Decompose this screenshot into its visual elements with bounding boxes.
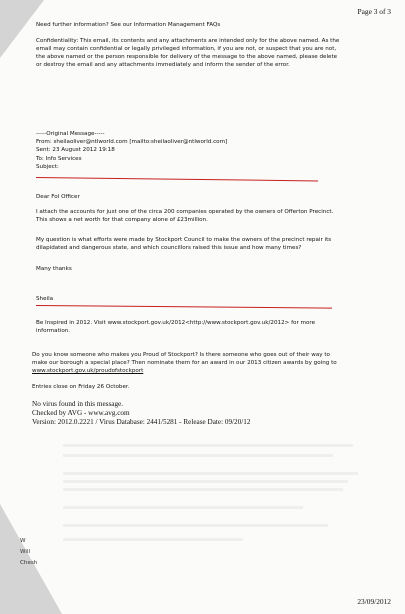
inspired-line: Be Inspired in 2012. Visit www.stockport.gov.uk/2012<http://www.stockport.gov.uk/2012> for more <box>36 320 316 326</box>
proud-link[interactable]: www.stockport.gov.uk/proudofstockport <box>32 368 144 374</box>
ghost-line <box>63 488 343 491</box>
original-message-label: -----Original Message----- <box>36 131 105 137</box>
virus-line: No virus found in this message. <box>32 400 124 408</box>
paragraph-line: dilapidated and dangerous state, and which councillors raised this issue and how many times? <box>36 245 302 251</box>
ghost-line <box>63 480 348 483</box>
to-line: To: Info Services <box>36 156 82 162</box>
folded-corner-bottom <box>0 504 62 614</box>
ghost-line <box>63 472 358 475</box>
ghost-line <box>63 454 333 457</box>
greeting: Dear FoI Officer <box>36 194 80 200</box>
faq-line: Need further information? See our Information Management FAQs <box>36 22 221 28</box>
ghost-line <box>63 506 303 509</box>
proud-line: Do you know someone who makes you Proud of Stockport? Is there someone who goes out of their way to <box>32 352 330 358</box>
confidentiality-line: or destroy the email and any attachments immediately and inform the sender of the error. <box>36 62 290 68</box>
ghost-line <box>63 538 243 541</box>
edge-fragment: W <box>20 538 26 544</box>
edge-fragment: Will <box>20 549 31 555</box>
paragraph-line: My question is what efforts were made by Stockport Council to make the owners of the precinct repair its <box>36 237 332 243</box>
edge-fragment: Chesh <box>20 560 38 566</box>
virus-line: Version: 2012.0.2221 / Virus Database: 2441/5281 - Release Date: 09/20/12 <box>32 418 251 426</box>
inspired-line: information. <box>36 328 71 334</box>
confidentiality-line: Confidentiality: This email, its contents and any attachments are intended only for the above named. As the <box>36 38 340 44</box>
from-line: From: sheilaoliver@ntlworld.com [mailto:sheilaoliver@ntlworld.com] <box>36 139 228 145</box>
document-date: 23/09/2012 <box>357 597 391 606</box>
signature: Sheila <box>36 296 54 302</box>
proud-line: make our borough a special place? Then nominate them for an award in our 2013 citizen awards by going to <box>32 360 337 366</box>
confidentiality-line: email may contain confidential or legally privileged information, if you are not, or suspect that you are not, <box>36 46 337 52</box>
red-pen-line <box>36 305 332 309</box>
page-number: Page 3 of 3 <box>357 7 391 16</box>
subject-line: Subject: <box>36 164 59 170</box>
ghost-line <box>63 444 353 447</box>
entries-close: Entries close on Friday 26 October. <box>32 384 130 390</box>
red-pen-line <box>36 177 318 181</box>
closing: Many thanks <box>36 266 72 272</box>
paragraph-line: This shows a net worth for that company alone of £23million. <box>36 217 208 223</box>
sent-line: Sent: 23 August 2012 19:18 <box>36 147 115 153</box>
paragraph-line: I attach the accounts for just one of the circa 200 companies operated by the owners of Offerton Precinct. <box>36 209 334 215</box>
ghost-line <box>63 524 328 527</box>
virus-line: Checked by AVG - www.avg.com <box>32 409 130 417</box>
confidentiality-line: the above named or the person responsible for delivery of the message to the above named, please delete <box>36 54 338 60</box>
